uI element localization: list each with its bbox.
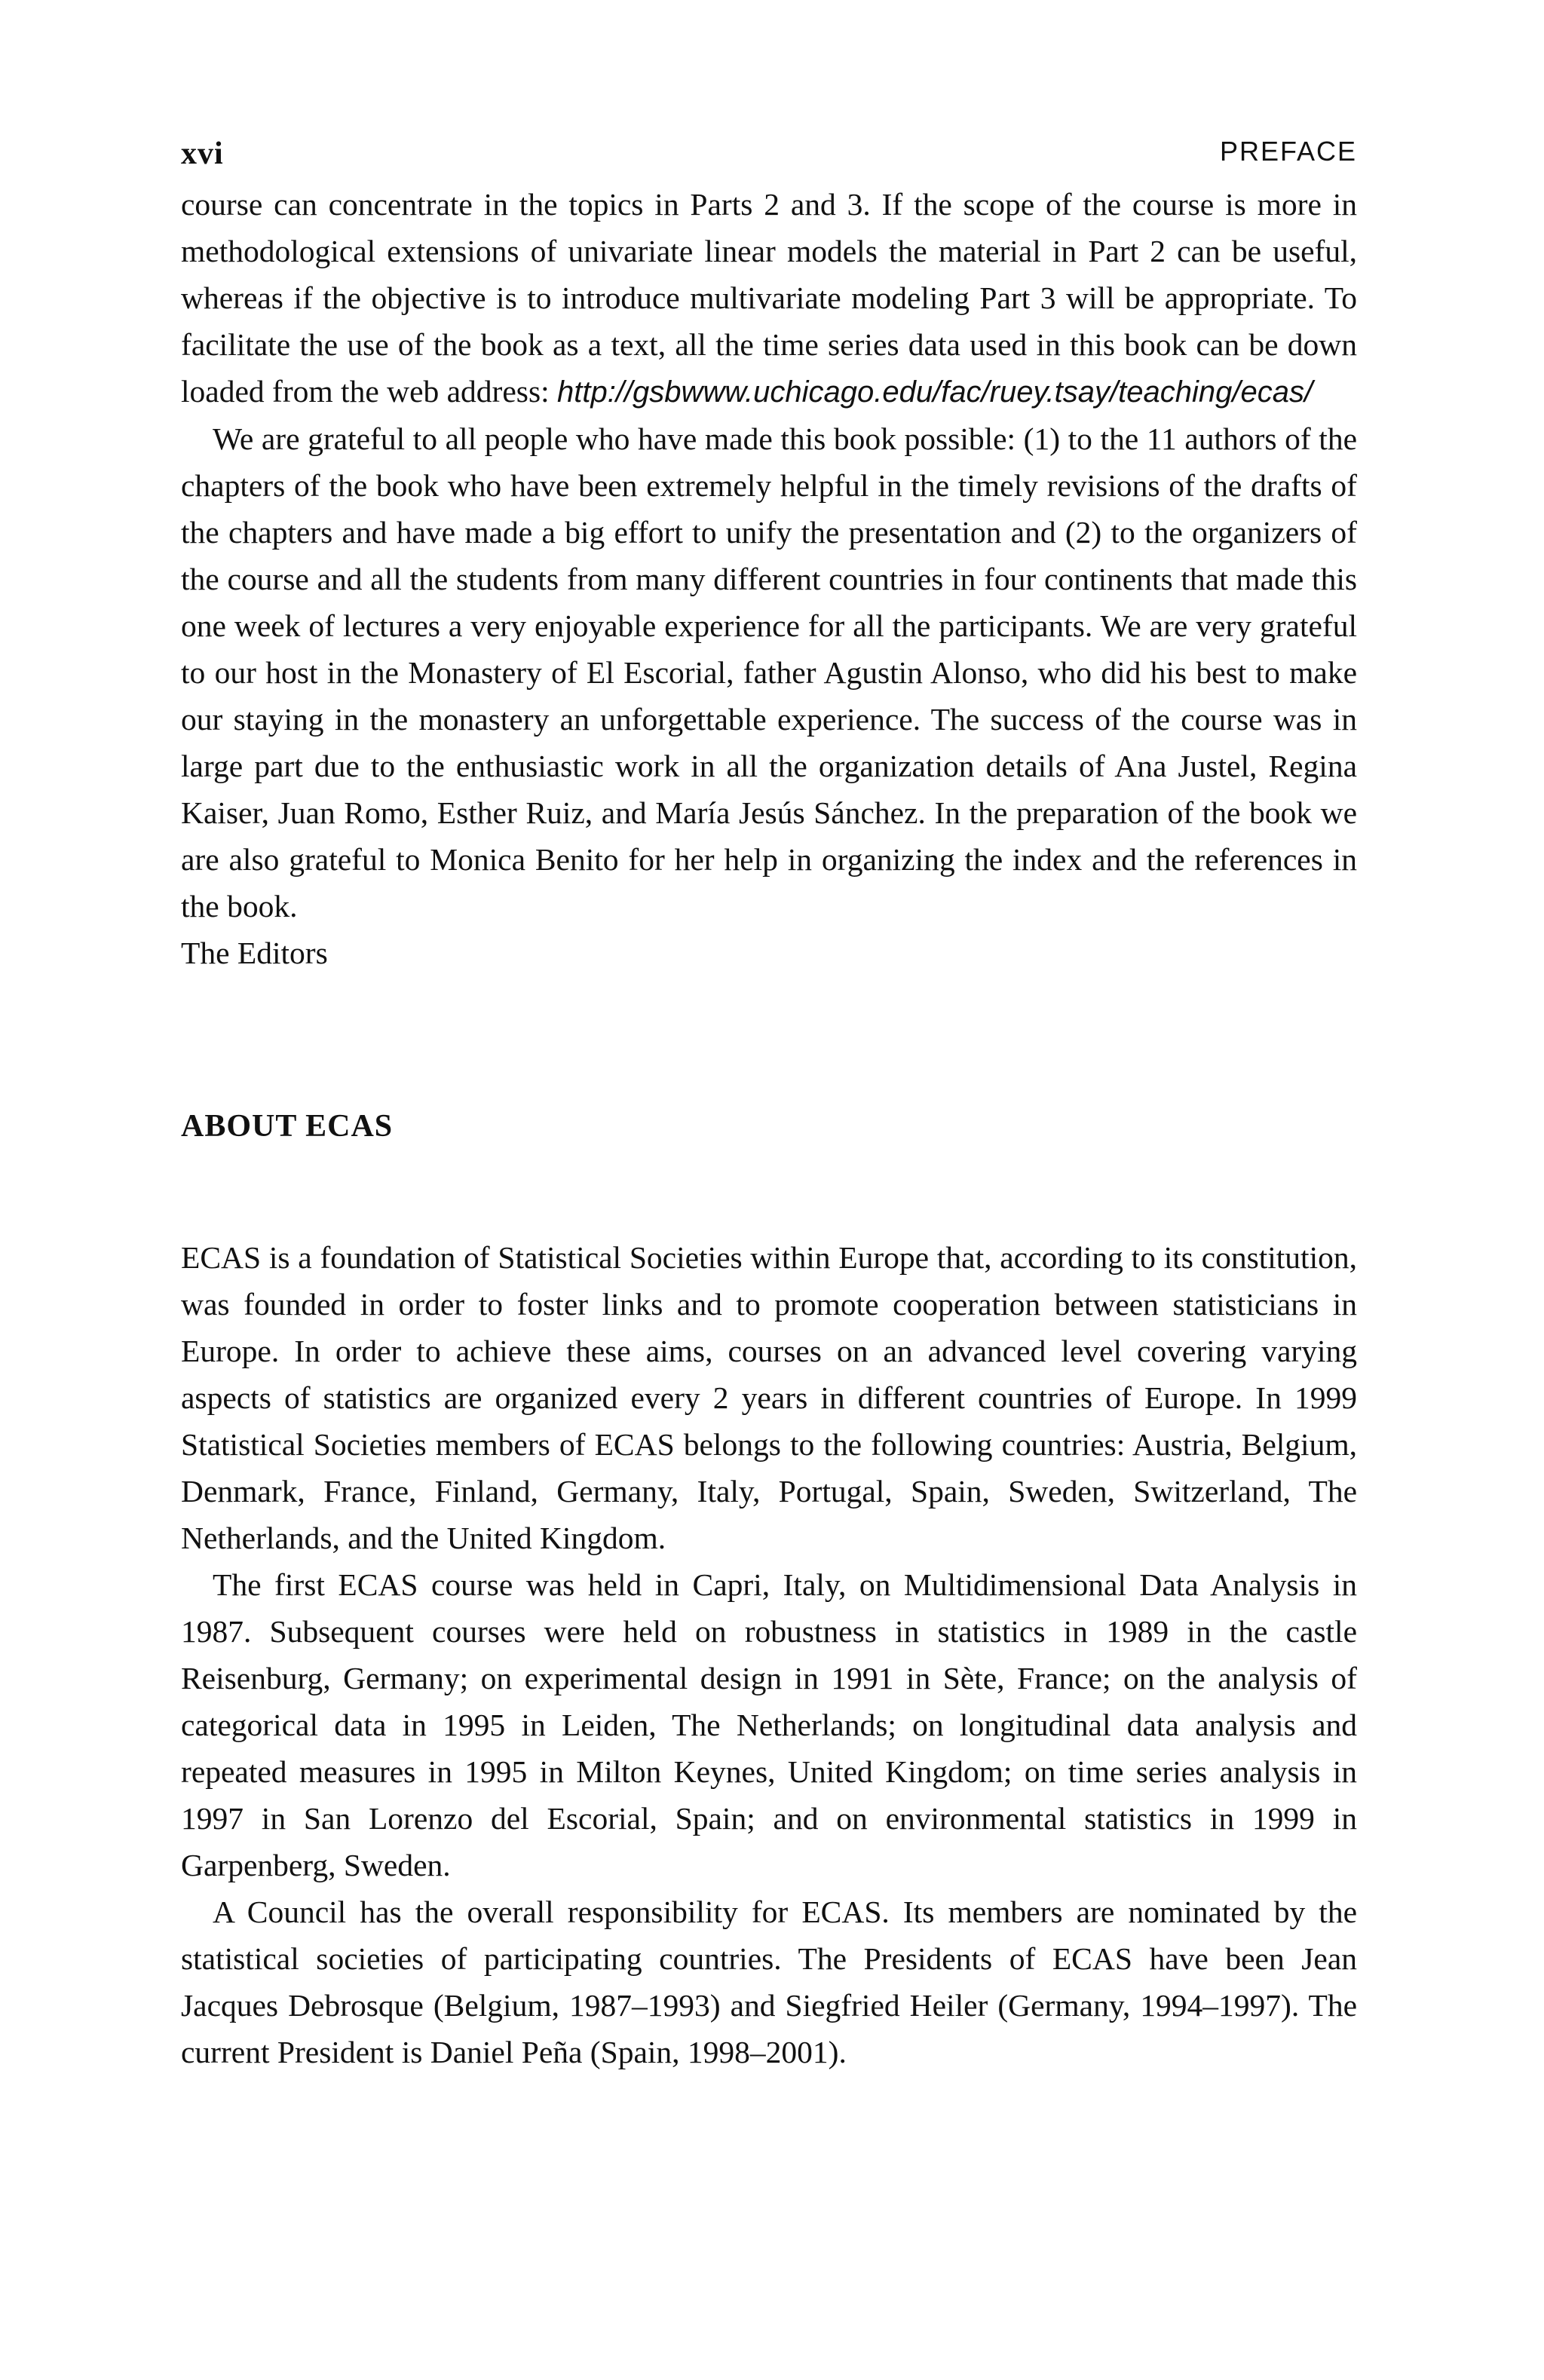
page-number: xvi: [181, 136, 224, 171]
about-paragraph-3: A Council has the overall responsibility for ECAS. Its members are nominated by the statistical societies of participating countries. The Presidents of ECAS have been Jean Jacques Debrosque (Belgium, 1987–1993) and Siegfried Heiler (Germany, 1994–1997). The current President is Daniel Peña (Spain, 1998–2001).: [181, 1895, 1357, 2069]
preface-paragraph-1-text: course can concentrate in the topics in Parts 2 and 3. If the scope of the course is more in methodological extensions of univariate linear models the material in Part 2 can be useful, whereas if the objective is to introduce multivariate modeling Part 3 will be appropriate. To facilitate the use of the book as a text, all the time series data used in this book can be down loaded from the web address:: [181, 187, 1357, 409]
preface-paragraph-1: [181, 181, 1357, 415]
preface-body: [181, 181, 1357, 976]
about-paragraph-1: ECAS is a foundation of Statistical Societies within Europe that, according to its constitution, was founded in order to foster links and to promote cooperation between statisticians in Europe. In order to achieve these aims, courses on an advanced level covering varying aspects of statistics are organized every 2 years in different countries of Europe. In 1999 Statistical Societies members of ECAS belongs to the following countries: Austria, Belgium, Denmark, France, Finland, Germany, Italy, Portugal, Spain, Sweden, Switzerland, The Netherlands, and the United Kingdom.: [181, 1240, 1357, 1555]
about-ecas-heading: ABOUT ECAS: [181, 1109, 394, 1144]
book-page: [181, 136, 1357, 2075]
about-paragraph-2: The first ECAS course was held in Capri, Italy, on Multidimensional Data Analysis in 1987. Subsequent courses were held on robustness in statistics in 1989 in the castle Reisenburg, Germany; on experimental design in 1991 in Sète, France; on the analysis of categorical data in 1995 in Leiden, The Netherlands; on longitudinal data analysis and repeated measures in 1995 in Milton Keynes, United Kingdom; on time series analysis in 1997 in San Lorenzo del Escorial, Spain; and on environmental statistics in 1999 in Garpenberg, Sweden.: [181, 1567, 1357, 1882]
web-address-link[interactable]: http://gsbwww.uchicago.edu/fac/ruey.tsay/teaching/ecas/: [557, 375, 1313, 409]
running-head: [181, 136, 1357, 181]
about-ecas-body: [181, 1234, 1357, 2075]
editors-signature: The Editors: [181, 936, 328, 970]
running-head-title: PREFACE: [1219, 136, 1357, 167]
preface-paragraph-2: We are grateful to all people who have made this book possible: (1) to the 11 authors of the chapters of the book who have been extremely helpful in the timely revisions of the drafts of the chapters and have made a big effort to unify the presentation and (2) to the organizers of the course and all the students from many different countries in four continents that made this one week of lectures a very enjoyable experience for all the participants. We are very grateful to our host in the Monastery of El Escorial, father Agustin Alonso, who did his best to make our staying in the monastery an unforgettable experience. The success of the course was in large part due to the enthusiastic work in all the organization details of Ana Justel, Regina Kaiser, Juan Romo, Esther Ruiz, and María Jesús Sánchez. In the preparation of the book we are also grateful to Monica Benito for her help in organizing the index and the references in the book.: [181, 421, 1357, 924]
